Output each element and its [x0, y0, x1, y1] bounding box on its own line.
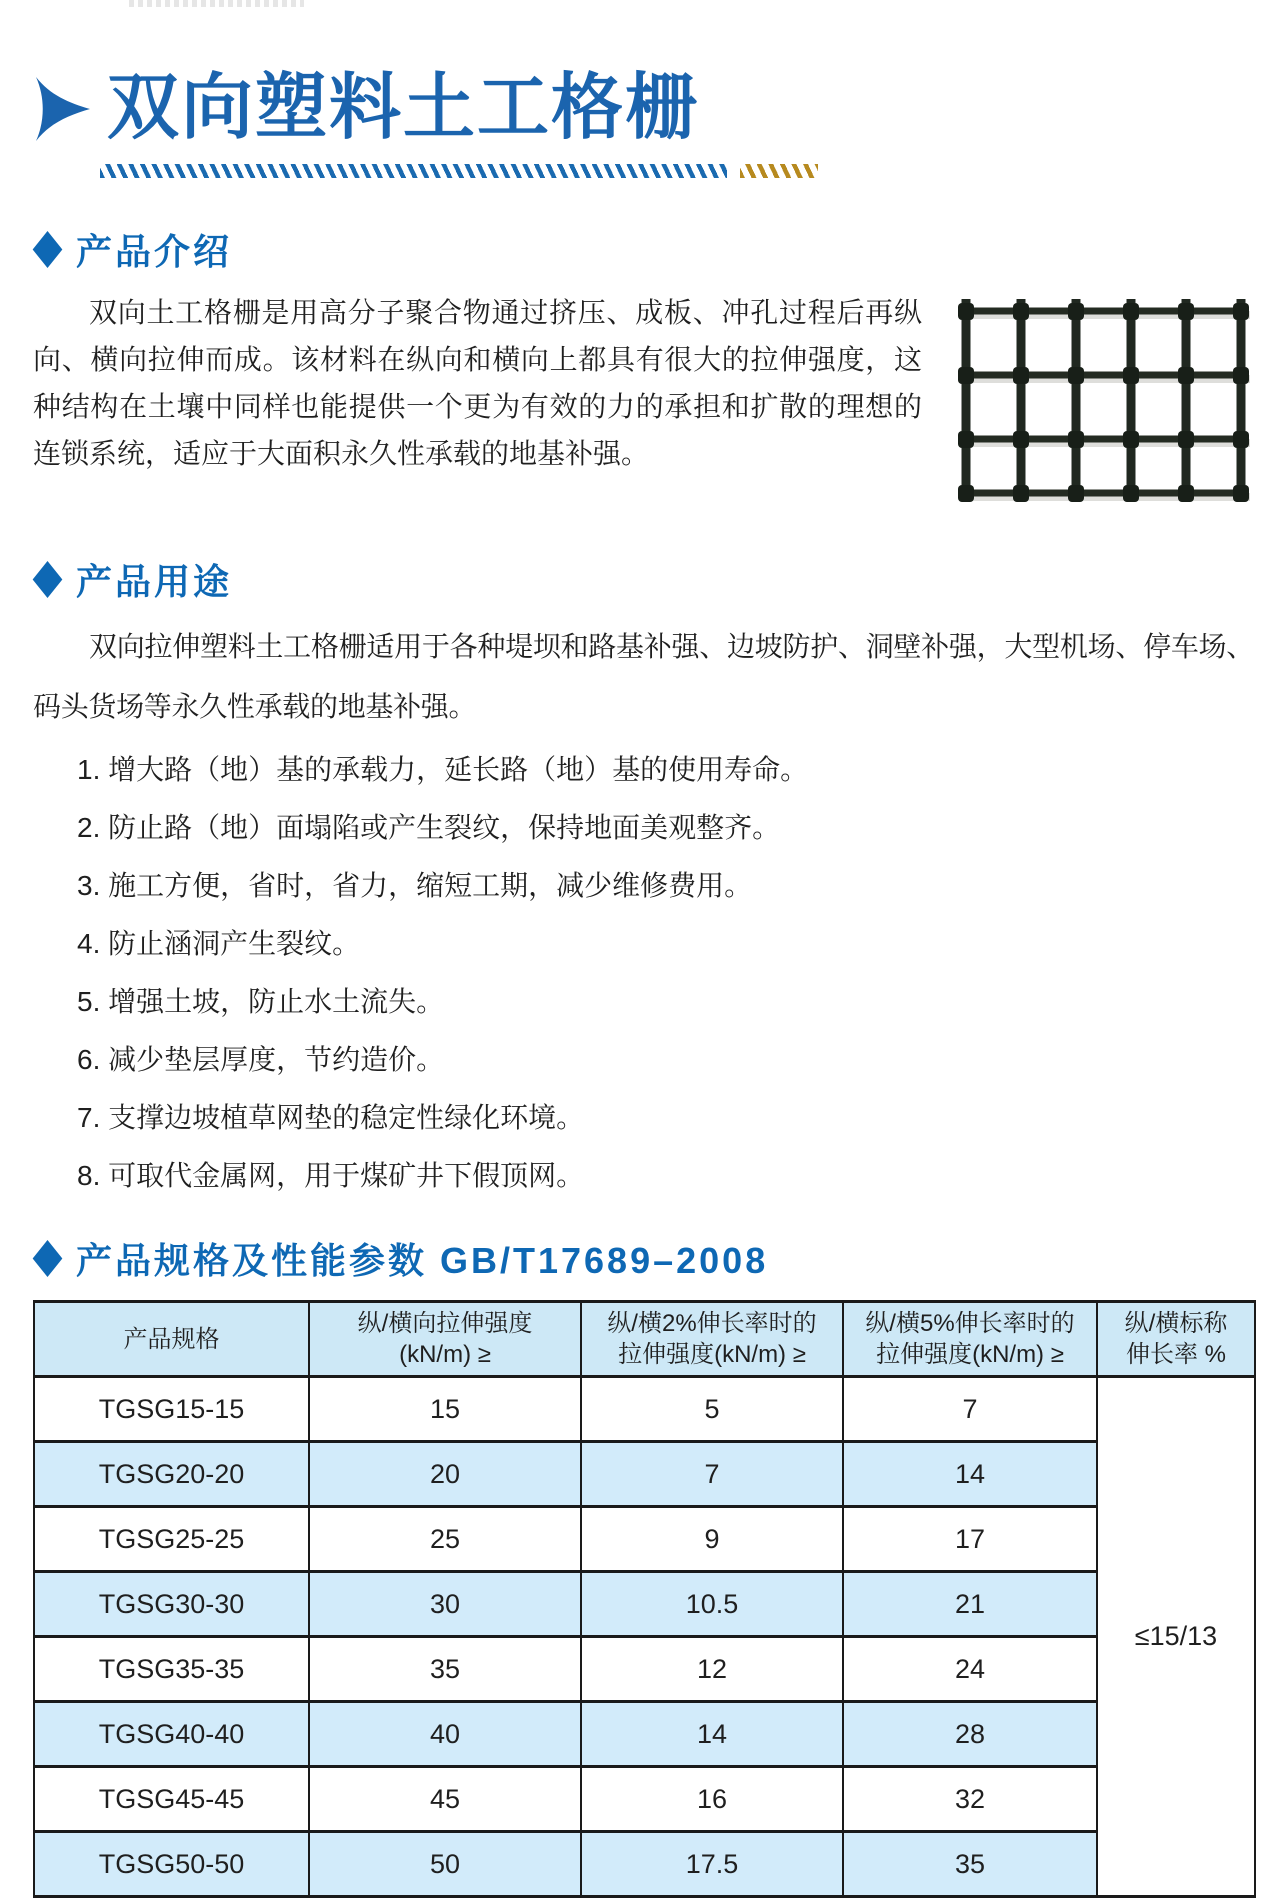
cell-v2: 16	[581, 1767, 843, 1832]
header-line: 纵/横5%伸长率时的	[865, 1310, 1075, 1338]
cell-spec: TGSG20-20	[34, 1442, 309, 1507]
cell-spec: TGSG30-30	[34, 1572, 309, 1637]
cell-spec: TGSG45-45	[34, 1767, 309, 1832]
table-row	[34, 1507, 1255, 1572]
cell-v1: 25	[309, 1507, 581, 1572]
diamond-bullet-icon	[33, 1240, 63, 1277]
cell-v3: 28	[843, 1702, 1097, 1767]
cell-v3: 32	[843, 1767, 1097, 1832]
table-row	[34, 1832, 1255, 1897]
cell-v3: 35	[843, 1832, 1097, 1897]
cell-v2: 7	[581, 1442, 843, 1507]
usage-list	[33, 741, 1254, 1205]
page-title-row	[33, 69, 1254, 148]
intro-paragraph: 双向土工格栅是用高分子聚合物通过挤压、成板、冲孔过程后再纵向、横向拉伸而成。该材料在纵向和横向上都具有很大的拉伸强度，这种结构在土壤中同样也能提供一个更为有效的力的承担和扩散的理想的连锁系统，适应于大面积永久性承载的地基补强。	[33, 297, 922, 470]
col-header-spec	[34, 1302, 309, 1377]
list-item: 4. 防止涵洞产生裂纹。	[77, 928, 361, 960]
cell-v2: 17.5	[581, 1832, 843, 1897]
section-heading-specs	[33, 1233, 1254, 1284]
section-heading-intro	[33, 224, 1254, 275]
usage-body	[33, 617, 1254, 737]
cell-v1: 40	[309, 1702, 581, 1767]
geogrid-mesh-photo	[954, 297, 1254, 502]
cell-spec: TGSG15-15	[34, 1377, 309, 1442]
section-heading-usage	[33, 554, 1254, 605]
table-row	[34, 1572, 1255, 1637]
intro-body	[33, 289, 1254, 508]
section-title-intro: 产品介绍	[76, 231, 233, 273]
header-line: 纵/横向拉伸强度	[357, 1310, 533, 1338]
col-header-tensile	[309, 1302, 581, 1377]
cell-v1: 15	[309, 1377, 581, 1442]
header-line: 拉伸强度(kN/m) ≥	[618, 1341, 806, 1369]
table-row	[34, 1377, 1255, 1442]
cell-v1: 20	[309, 1442, 581, 1507]
hatch-band-gold	[740, 164, 818, 178]
diamond-bullet-icon	[33, 561, 63, 598]
section-title-usage: 产品用途	[76, 561, 233, 603]
header-line: (kN/m) ≥	[399, 1341, 491, 1369]
cell-v3: 14	[843, 1442, 1097, 1507]
cell-v2: 12	[581, 1637, 843, 1702]
cell-v2: 10.5	[581, 1572, 843, 1637]
list-item: 7. 支撑边坡植草网垫的稳定性绿化环境。	[77, 1102, 585, 1134]
cell-spec: TGSG25-25	[34, 1507, 309, 1572]
col-header-5pct	[843, 1302, 1097, 1377]
col-header-elongation	[1097, 1302, 1255, 1377]
list-item: 2. 防止路（地）面塌陷或产生裂纹，保持地面美观整齐。	[77, 812, 781, 844]
cell-v2: 5	[581, 1377, 843, 1442]
table-row	[34, 1442, 1255, 1507]
cell-v3: 21	[843, 1572, 1097, 1637]
cell-v1: 45	[309, 1767, 581, 1832]
table-row	[34, 1637, 1255, 1702]
decorative-hatch-band	[100, 164, 1254, 178]
hatch-band-blue	[100, 164, 727, 178]
cell-v1: 30	[309, 1572, 581, 1637]
list-item: 1. 增大路（地）基的承载力，延长路（地）基的使用寿命。	[77, 754, 809, 786]
cropped-text-remnant	[129, 0, 304, 7]
list-item: 5. 增强土坡，防止水土流失。	[77, 986, 445, 1018]
header-line: 拉伸强度(kN/m) ≥	[876, 1341, 1064, 1369]
cell-spec: TGSG35-35	[34, 1637, 309, 1702]
table-row	[34, 1702, 1255, 1767]
spec-table	[33, 1300, 1256, 1898]
usage-paragraph: 双向拉伸塑料土工格栅适用于各种堤坝和路基补强、边坡防护、洞壁补强，大型机场、停车场、码头货场等永久性承载的地基补强。	[33, 631, 1254, 723]
list-item: 6. 减少垫层厚度，节约造价。	[77, 1044, 445, 1076]
cell-v3: 17	[843, 1507, 1097, 1572]
cell-spec: TGSG50-50	[34, 1832, 309, 1897]
header-line: 产品规格	[123, 1325, 220, 1353]
cell-elongation-merged: ≤15/13	[1097, 1377, 1255, 1897]
cell-v3: 7	[843, 1377, 1097, 1442]
header-line: 伸长率 %	[1125, 1341, 1226, 1369]
header-line: 纵/横标称	[1124, 1310, 1228, 1338]
cell-v1: 50	[309, 1832, 581, 1897]
page-title: 双向塑料土工格栅	[107, 68, 700, 148]
cell-spec: TGSG40-40	[34, 1702, 309, 1767]
cell-v2: 9	[581, 1507, 843, 1572]
cell-v3: 24	[843, 1637, 1097, 1702]
col-header-2pct	[581, 1302, 843, 1377]
cell-v1: 35	[309, 1637, 581, 1702]
cell-v2: 14	[581, 1702, 843, 1767]
diamond-bullet-icon	[33, 231, 63, 268]
header-line: 纵/横2%伸长率时的	[607, 1310, 817, 1338]
list-item: 3. 施工方便，省时，省力，缩短工期，减少维修费用。	[77, 870, 753, 902]
arrow-right-icon	[33, 75, 93, 143]
section-title-specs: 产品规格及性能参数 GB/T17689–2008	[76, 1240, 769, 1282]
table-header-row	[34, 1302, 1255, 1377]
list-item: 8. 可取代金属网，用于煤矿井下假顶网。	[77, 1160, 585, 1192]
table-row	[34, 1767, 1255, 1832]
